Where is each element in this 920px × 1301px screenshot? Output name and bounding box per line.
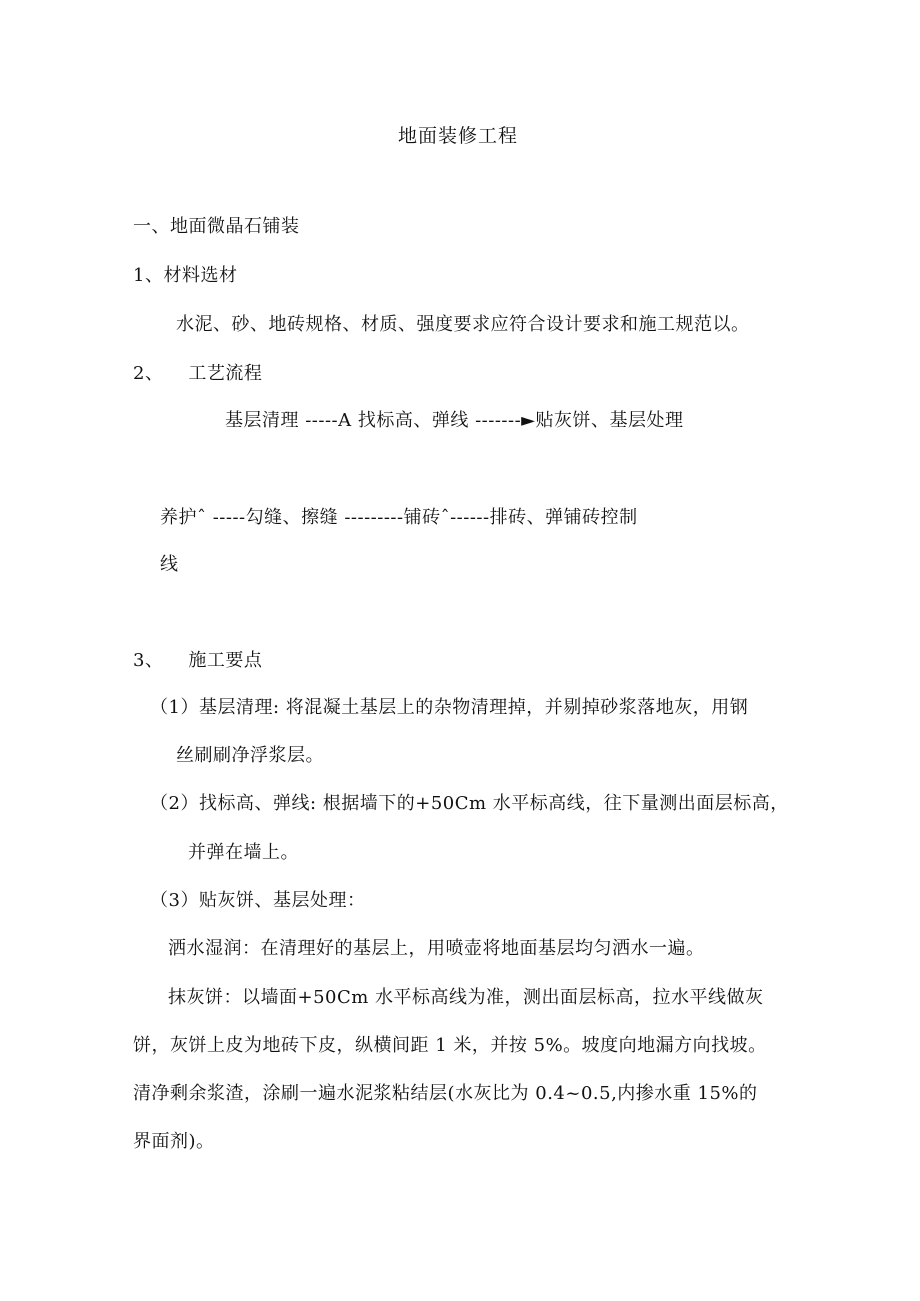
process-flow-line-1: 基层清理 -----A 找标高、弹线 -------►贴灰饼、基层处理 [225, 410, 684, 431]
item-body-1: 水泥、砂、地砖规格、材质、强度要求应符合设计要求和施工规范以。 [176, 314, 750, 335]
point-3-heading: （3）贴灰饼、基层处理： [150, 890, 366, 911]
process-flow-line-3: 线 [160, 554, 179, 575]
item-heading-1: 1、材料选材 [133, 265, 238, 286]
point-1-line-2: 丝刷刷净浮浆层。 [176, 745, 324, 766]
section-heading-1: 一、地面微晶石铺装 [133, 216, 300, 237]
process-flow-line-2: 养护ˆ -----勾缝、擦缝 ---------铺砖ˆ------排砖、弹铺砖控制 [160, 507, 638, 528]
point-2-line-1: （2）找标高、弹线: 根据墙下的+50Cm 水平标高线，往下量测出面层标高， [150, 793, 789, 814]
document-title: 地面装修工程 [398, 125, 519, 147]
item-heading-2: 2、 工艺流程 [133, 363, 263, 384]
point-3-paragraph-2-line-2: 饼，灰饼上皮为地砖下皮，纵横间距 1 米，并按 5%。坡度向地漏方向找坡。 [133, 1035, 767, 1056]
point-3-paragraph-2-line-1: 抹灰饼：以墙面+50Cm 水平标高线为准，测出面层标高，拉水平线做灰 [168, 987, 764, 1008]
point-2-line-2: 并弹在墙上。 [188, 842, 299, 863]
point-3-paragraph-2-line-3: 清净剩余浆渣，涂刷一遍水泥浆粘结层(水灰比为 0.4~0.5,内掺水重 15%的 [133, 1083, 758, 1104]
point-3-paragraph-2-line-4: 界面剂)。 [133, 1131, 215, 1152]
point-1-line-1: （1）基层清理: 将混凝土基层上的杂物清理掉，并剔掉砂浆落地灰，用钢 [150, 697, 749, 718]
point-3-paragraph-1: 洒水湿润：在清理好的基层上，用喷壶将地面基层均匀洒水一遍。 [168, 938, 705, 959]
item-heading-3: 3、 施工要点 [133, 650, 263, 671]
